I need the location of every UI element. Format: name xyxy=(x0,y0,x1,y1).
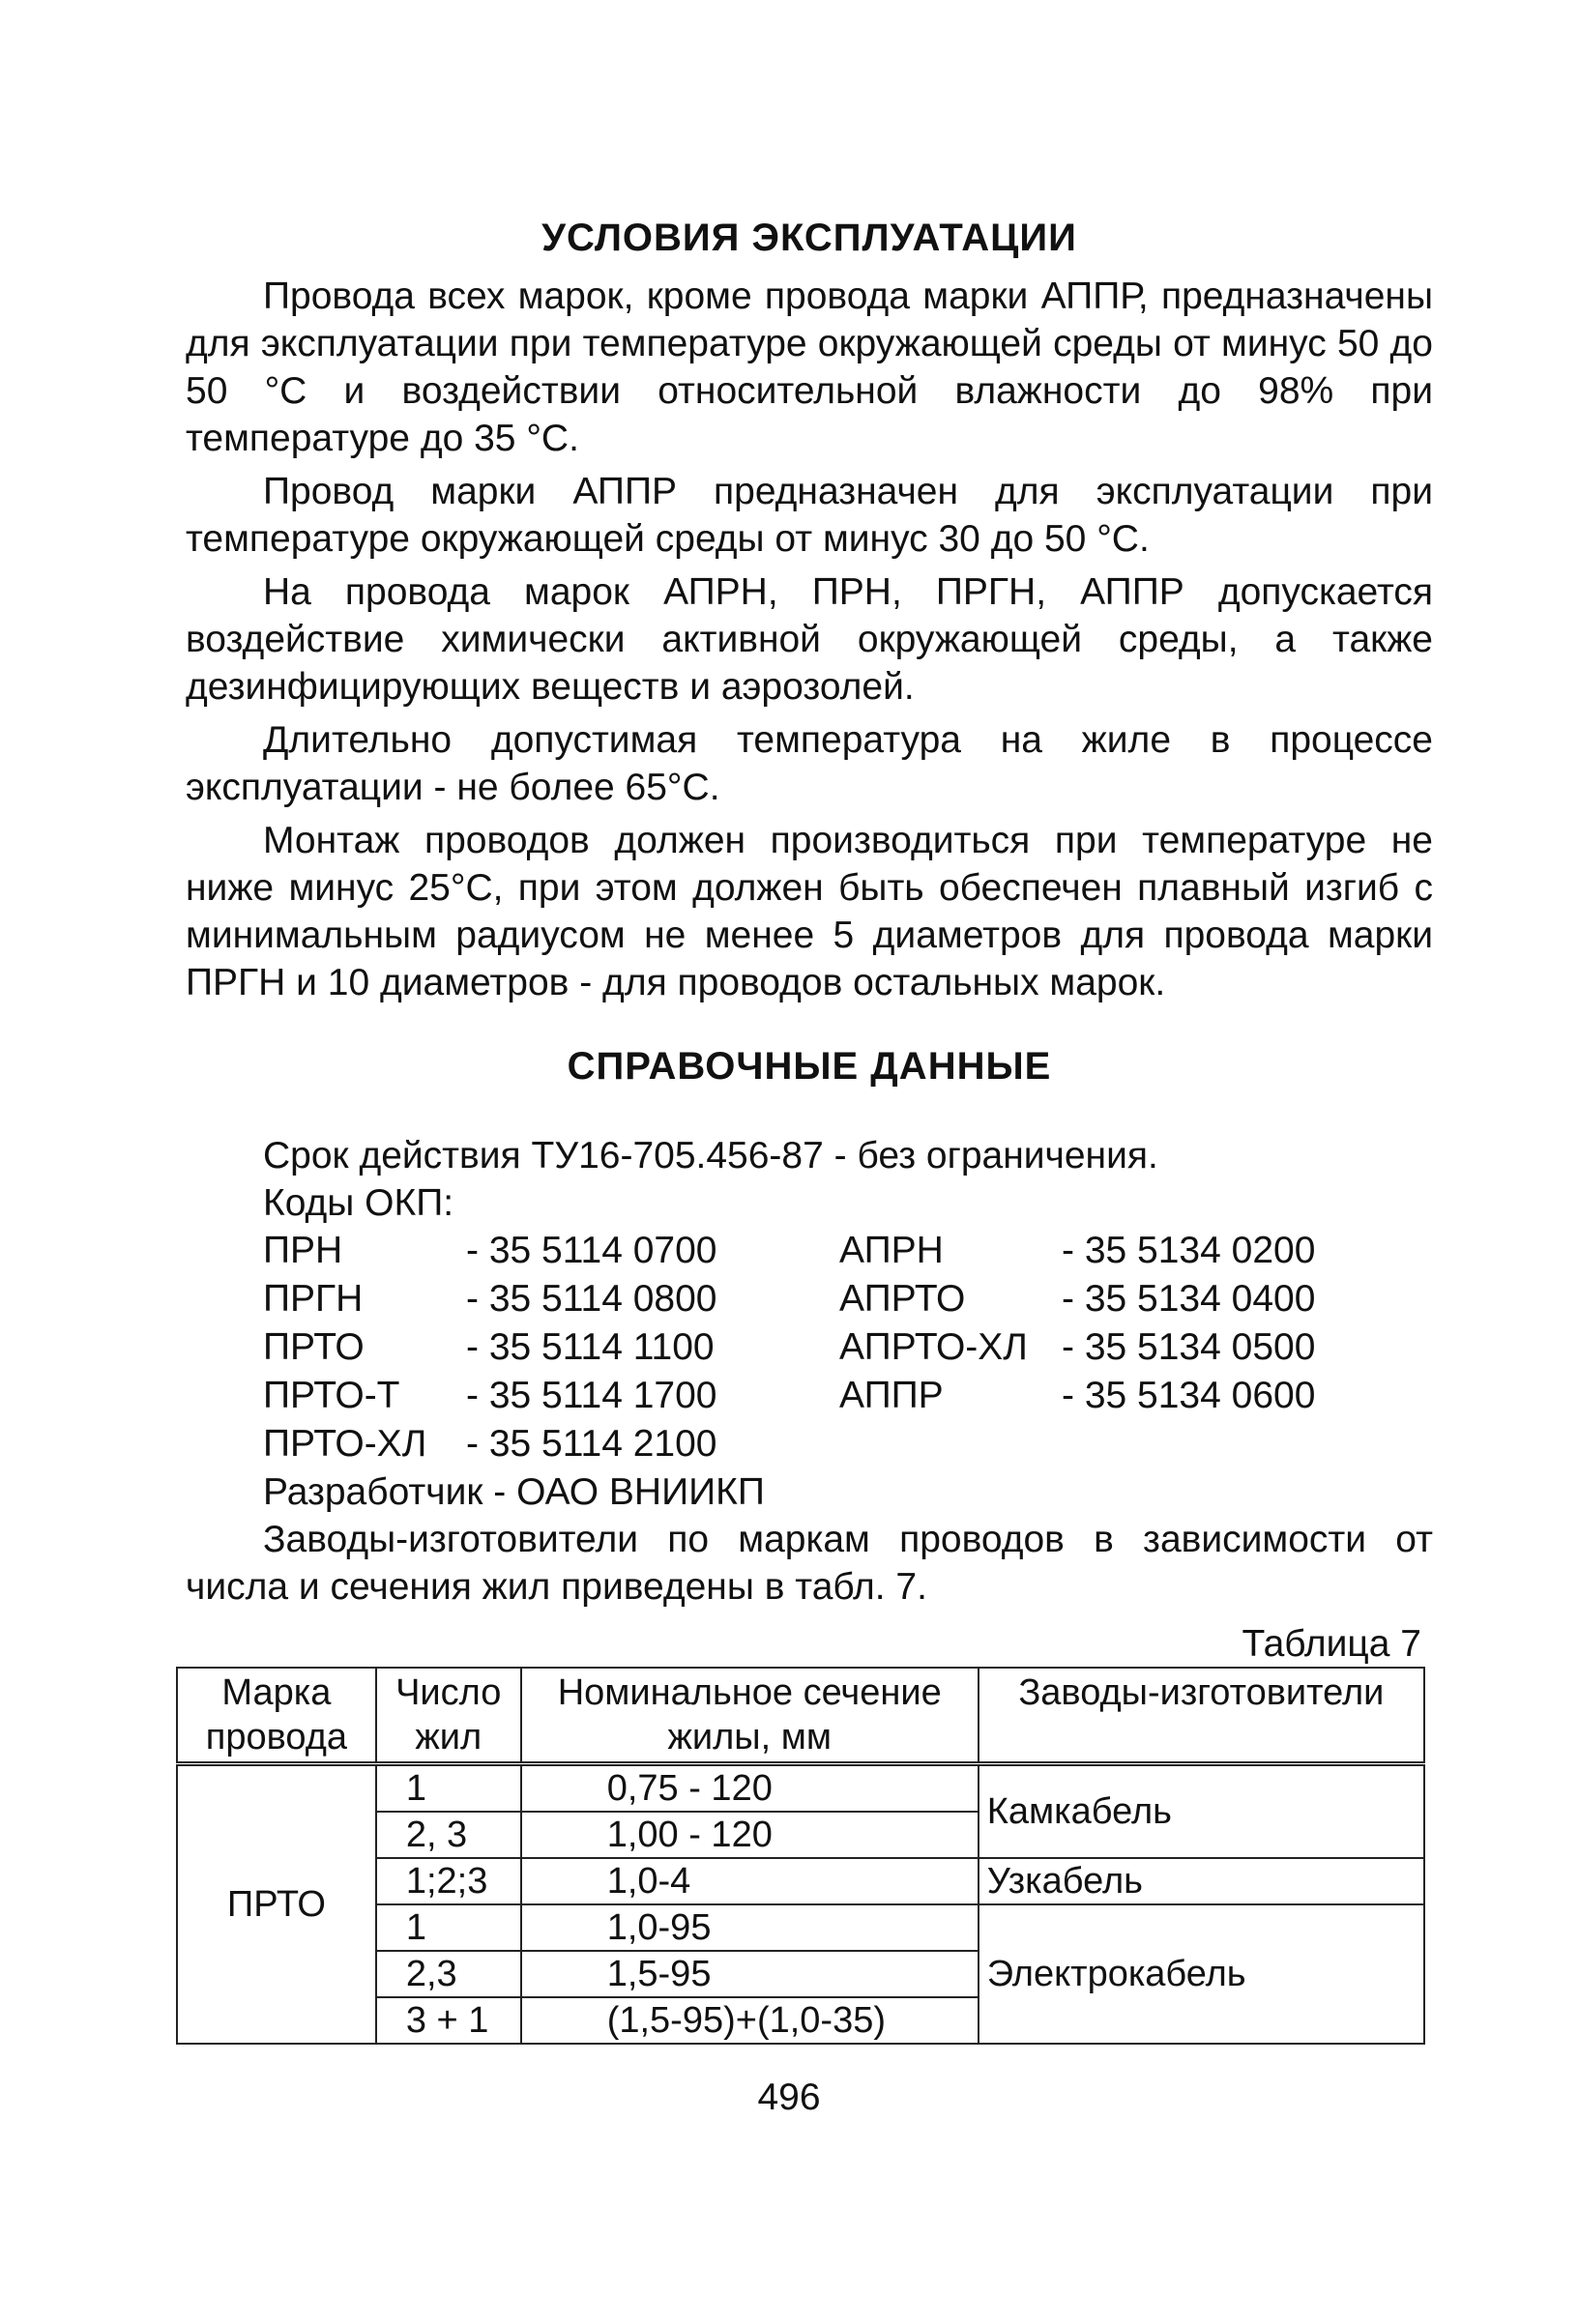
okp-mark: АПРН xyxy=(839,1230,944,1271)
conditions-paragraph: Провода всех марок, кроме провода марки АППР, предназначены для эксплуатации при температуре окружающей среды от минус 50 до 50 °С и воздействии относительной влажности до 98% при температуре до 35 °С. xyxy=(186,276,1433,459)
factories-note: Заводы-изготовители по маркам проводов в зависимости от числа и сечения жил приведены в табл. 7. xyxy=(186,1519,1433,1608)
cell-section: (1,5-95)+(1,0-35) xyxy=(521,1997,979,2044)
table-caption: Таблица 7 xyxy=(1242,1623,1421,1665)
okp-code: - 35 5114 0700 xyxy=(466,1230,717,1271)
cell-factory: Узкабель xyxy=(979,1858,1424,1904)
cell-cores: 1 xyxy=(376,1904,521,1951)
validity-text: Срок действия ТУ16-705.456-87 - без ограничения. xyxy=(263,1135,1158,1177)
conditions-paragraph: Монтаж проводов должен производиться при температуре не ниже минус 25°С, при этом должен быть обеспечен плавный изгиб с минимальным радиусом не менее 5 диаметров для провода марки ПРГН и 10 диаметров - для проводов остальных марок. xyxy=(186,820,1433,1003)
factories-table xyxy=(176,1667,1425,2045)
okp-row xyxy=(263,1420,1433,1468)
conditions-title: УСЛОВИЯ ЭКСПЛУАТАЦИИ xyxy=(541,217,1077,259)
cell-section: 1,5-95 xyxy=(521,1951,979,1997)
cell-cores: 3 + 1 xyxy=(376,1997,521,2044)
cell-mark: ПРТО xyxy=(177,1764,376,2045)
page-content xyxy=(186,211,1433,2045)
okp-code: - 35 5134 0600 xyxy=(1062,1375,1316,1416)
okp-mark: АППР xyxy=(839,1375,944,1416)
conditions-paragraph: Провод марки АППР предназначен для эксплуатации при температуре окружающей среды от минус 30 до 50 °С. xyxy=(186,471,1433,560)
okp-codes xyxy=(186,1227,1433,1468)
reference-block xyxy=(186,1132,1433,1227)
okp-row xyxy=(263,1372,1433,1420)
okp-code: - 35 5114 0800 xyxy=(466,1278,717,1320)
header-mark: Марка провода xyxy=(177,1668,376,1764)
okp-code: - 35 5114 2100 xyxy=(466,1423,717,1465)
developer-text: Разработчик - ОАО ВНИИКП xyxy=(263,1471,765,1513)
okp-row xyxy=(263,1227,1433,1275)
header-section: Номинальное сечение жилы, мм xyxy=(521,1668,979,1764)
okp-mark: ПРТО-Т xyxy=(263,1375,400,1416)
okp-code: - 35 5114 1100 xyxy=(466,1326,715,1368)
cell-factory: Камкабель xyxy=(979,1764,1424,1859)
cell-cores: 1;2;3 xyxy=(376,1858,521,1904)
cell-section: 0,75 - 120 xyxy=(521,1764,979,1813)
header-factories: Заводы-изготовители xyxy=(979,1668,1424,1764)
conditions-paragraph: Длительно допустимая температура на жиле в процессе эксплуатации - не более 65°С. xyxy=(186,719,1433,808)
cell-cores: 1 xyxy=(376,1764,521,1813)
reference-title: СПРАВОЧНЫЕ ДАННЫЕ xyxy=(567,1045,1052,1088)
okp-code: - 35 5134 0400 xyxy=(1062,1278,1316,1320)
cell-section: 1,0-4 xyxy=(521,1858,979,1904)
okp-label: Коды ОКП: xyxy=(263,1182,454,1224)
okp-code: - 35 5134 0500 xyxy=(1062,1326,1316,1368)
okp-mark: ПРТО-ХЛ xyxy=(263,1423,427,1465)
okp-mark: ПРН xyxy=(263,1230,343,1271)
okp-mark: ПРТО xyxy=(263,1326,365,1368)
okp-mark: ПРГН xyxy=(263,1278,364,1320)
page-number: 496 xyxy=(757,2077,821,2118)
okp-mark: АПРТО xyxy=(839,1278,966,1320)
table-row xyxy=(177,1764,1424,1813)
cell-factory: Электрокабель xyxy=(979,1904,1424,2044)
okp-code: - 35 5114 1700 xyxy=(466,1375,717,1416)
okp-code: - 35 5134 0200 xyxy=(1062,1230,1316,1271)
cell-section: 1,0-95 xyxy=(521,1904,979,1951)
okp-row xyxy=(263,1275,1433,1323)
table-header-row xyxy=(177,1668,1424,1764)
okp-row xyxy=(263,1323,1433,1372)
cell-cores: 2, 3 xyxy=(376,1812,521,1858)
okp-mark: АПРТО-ХЛ xyxy=(839,1326,1028,1368)
cell-cores: 2,3 xyxy=(376,1951,521,1997)
cell-section: 1,00 - 120 xyxy=(521,1812,979,1858)
conditions-paragraph: На провода марок АПРН, ПРН, ПРГН, АППР допускается воздействие химически активной окружающей среды, а также дезинфицирующих веществ и аэрозолей. xyxy=(186,571,1433,708)
header-cores: Число жил xyxy=(376,1668,521,1764)
